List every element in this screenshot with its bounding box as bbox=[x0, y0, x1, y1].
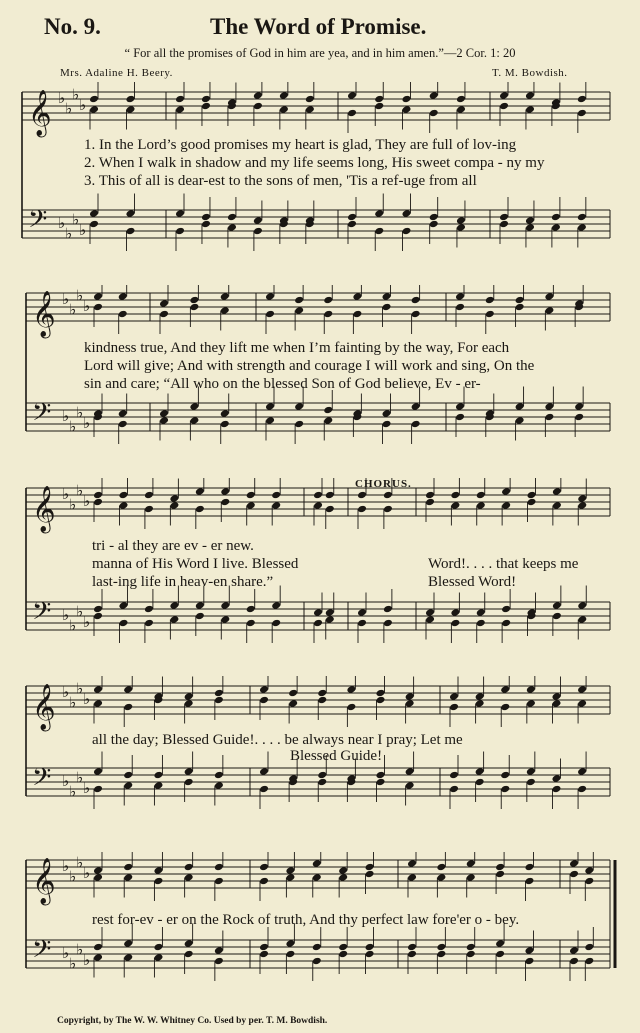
svg-text:♭: ♭ bbox=[58, 214, 66, 232]
music-system-2 bbox=[0, 285, 640, 450]
svg-text:♭: ♭ bbox=[62, 683, 70, 701]
svg-text:♭: ♭ bbox=[69, 495, 77, 514]
lyric-line-verse-3: sin and care; “All who on the blessed Son of God believe, Ev - er- bbox=[84, 376, 481, 392]
svg-text:♭: ♭ bbox=[62, 772, 70, 790]
lyric-line-verse-3: last-ing life in heav-en share.” bbox=[92, 574, 274, 590]
svg-text:♭: ♭ bbox=[62, 606, 70, 624]
lyric-line-verse-1: tri - al they are ev - er new. bbox=[92, 538, 254, 554]
svg-text:𝄢: 𝄢 bbox=[32, 398, 52, 433]
svg-text:♭: ♭ bbox=[62, 407, 70, 425]
svg-text:♭: ♭ bbox=[83, 492, 91, 510]
lyric-line-verse-3: 3. This of all is dear-est to the sons of men, 'Tis a ref-uge from all bbox=[84, 173, 477, 189]
svg-text:♭: ♭ bbox=[76, 481, 84, 500]
svg-text:♭: ♭ bbox=[83, 864, 91, 882]
svg-text:♭: ♭ bbox=[69, 954, 77, 973]
svg-text:𝄢: 𝄢 bbox=[32, 763, 52, 798]
chorus-lyric-soprano: Word!. . . . that keeps me bbox=[428, 556, 579, 572]
lyric-line-verse-1: kindness true, And they lift me when I’m fainting by the way, For each bbox=[84, 340, 510, 356]
music-system-5 bbox=[0, 852, 640, 1014]
svg-text:♭: ♭ bbox=[76, 679, 84, 698]
svg-text:♭: ♭ bbox=[79, 96, 87, 114]
scripture-epigraph: “ For all the promises of God in him are yea, and in him amen.”—2 Cor. 1: 20 bbox=[124, 46, 516, 60]
svg-text:♭: ♭ bbox=[83, 779, 91, 797]
lyric-line-chorus-bass: Blessed Guide! bbox=[290, 748, 383, 764]
svg-text:♭: ♭ bbox=[62, 857, 70, 875]
svg-text:♭: ♭ bbox=[69, 417, 77, 436]
svg-text:𝄞: 𝄞 bbox=[32, 858, 56, 904]
svg-text:♭: ♭ bbox=[76, 768, 84, 787]
svg-text:♭: ♭ bbox=[83, 690, 91, 708]
svg-text:♭: ♭ bbox=[62, 290, 70, 308]
svg-text:♭: ♭ bbox=[69, 616, 77, 635]
svg-text:♭: ♭ bbox=[69, 300, 77, 319]
svg-text:𝄢: 𝄢 bbox=[32, 935, 52, 970]
svg-text:♭: ♭ bbox=[76, 286, 84, 305]
hymn-number: No. 9. bbox=[44, 14, 101, 39]
svg-text:♭: ♭ bbox=[72, 210, 80, 229]
svg-text:♭: ♭ bbox=[72, 85, 80, 104]
svg-text:♭: ♭ bbox=[83, 297, 91, 315]
lyric-line-verse-2: 2. When I walk in shadow and my life seems long, His sweet compa - ny my bbox=[84, 155, 545, 171]
svg-text:♭: ♭ bbox=[69, 867, 77, 886]
lyricist-credit: Mrs. Adaline H. Beery. bbox=[60, 67, 173, 79]
chorus-label: CHORUS. bbox=[355, 478, 412, 490]
svg-text:♭: ♭ bbox=[76, 940, 84, 959]
composer-credit: T. M. Bowdish. bbox=[492, 67, 568, 79]
svg-text:𝄞: 𝄞 bbox=[32, 486, 56, 532]
lyric-line-verse-2: manna of His Word I live. Blessed bbox=[92, 556, 299, 572]
svg-text:♭: ♭ bbox=[76, 853, 84, 872]
svg-text:♭: ♭ bbox=[76, 403, 84, 422]
svg-text:♭: ♭ bbox=[62, 944, 70, 962]
music-system-4 bbox=[0, 676, 640, 826]
hymn-title: The Word of Promise. bbox=[210, 14, 427, 39]
svg-text:♭: ♭ bbox=[69, 782, 77, 801]
svg-text:♭: ♭ bbox=[62, 485, 70, 503]
svg-text:𝄢: 𝄢 bbox=[28, 205, 48, 240]
svg-text:♭: ♭ bbox=[76, 602, 84, 621]
svg-text:♭: ♭ bbox=[58, 89, 66, 107]
lyric-line-verse-1: 1. In the Lord’s good promises my heart is glad, They are full of lov-ing bbox=[84, 137, 517, 153]
svg-text:♭: ♭ bbox=[65, 224, 73, 243]
chorus-lyric-bass: Blessed Word! bbox=[428, 574, 517, 590]
music-system-1 bbox=[0, 82, 640, 270]
svg-text:𝄞: 𝄞 bbox=[32, 684, 56, 730]
copyright-notice: Copyright, by The W. W. Whitney Co. Used by per. T. M. Bowdish. bbox=[57, 1016, 328, 1026]
lyric-line-chorus: rest for-ev - er on the Rock of truth, And thy perfect law fore'er o - bey. bbox=[92, 912, 520, 928]
lyric-line-verse-2: Lord will give; And with strength and courage I will work and sing, On the bbox=[84, 358, 535, 374]
svg-text:𝄞: 𝄞 bbox=[32, 291, 56, 337]
staff-notation bbox=[0, 852, 640, 1014]
svg-text:𝄢: 𝄢 bbox=[32, 597, 52, 632]
svg-text:♭: ♭ bbox=[69, 693, 77, 712]
svg-text:♭: ♭ bbox=[83, 414, 91, 432]
svg-text:♭: ♭ bbox=[79, 221, 87, 239]
svg-text:𝄞: 𝄞 bbox=[28, 90, 52, 136]
svg-text:♭: ♭ bbox=[83, 951, 91, 969]
lyric-line-chorus: all the day; Blessed Guide!. . . . be always near I pray; Let me bbox=[92, 732, 463, 748]
svg-text:♭: ♭ bbox=[83, 613, 91, 631]
music-system-3 bbox=[0, 478, 640, 648]
svg-text:♭: ♭ bbox=[65, 99, 73, 118]
